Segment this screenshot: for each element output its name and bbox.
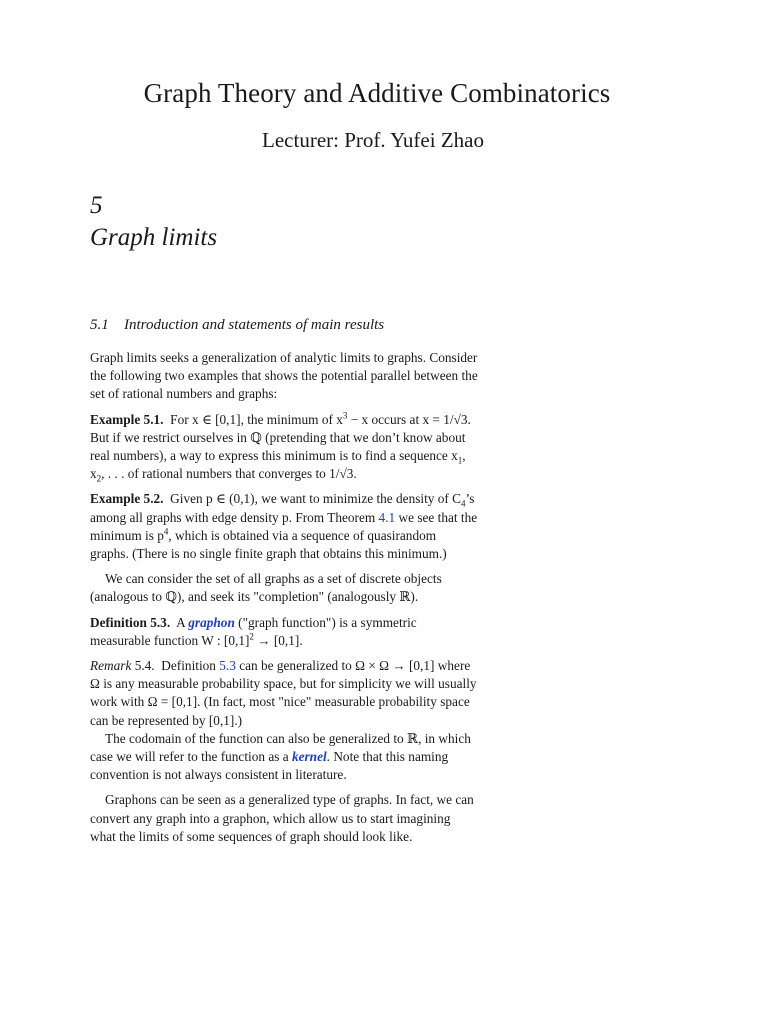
- lecturer-line: Lecturer: Prof. Yufei Zhao: [262, 128, 484, 152]
- remark-label: Remark: [90, 658, 132, 674]
- superscript: 3: [342, 410, 348, 421]
- section-title: Introduction and statements of main results: [124, 317, 385, 333]
- subscript: 4: [461, 499, 466, 510]
- example-5-1: [90, 411, 478, 484]
- definition-text: → [0,1].: [253, 632, 303, 648]
- example-text: we see that the minimum is p: [90, 509, 478, 543]
- example-5-2: [90, 490, 478, 563]
- codomain-text: The codomain of the function can also be generalized to ℝ, in which case we will refer to the function as a: [90, 730, 471, 765]
- example-label: Example 5.2.: [90, 491, 164, 507]
- discrete-paragraph: We can consider the set of all graphs as a set of discrete objects (analogous to ℚ), and seek its "completion" (analogously ℝ).: [90, 571, 442, 605]
- section-heading: [90, 317, 384, 334]
- document-title: Graph Theory and Additive Combinatorics: [143, 78, 611, 108]
- intro-paragraph: Graph limits seeks a generalization of analytic limits to graphs. Consider the following two examples that shows the potential parallel between the set of rational numbers and graphs:: [90, 350, 478, 402]
- subscript: 1: [457, 455, 463, 466]
- remark-5-4: [90, 657, 478, 730]
- kernel-term: kernel: [291, 749, 327, 765]
- example-text: , which is obtained via a sequence of quasirandom graphs. (There is no single finite graph that obtains this minimum.): [90, 527, 447, 562]
- example-text: ’s among all graphs with edge density p. From Theorem: [90, 491, 475, 525]
- definition-text: A: [176, 614, 189, 630]
- example-text: , x: [90, 448, 466, 482]
- example-text: − x occurs at x = 1/√3. But if we restrict ourselves in ℚ (pretending that we don’t know about real numbers), a way to express this minimum is to find a sequence x: [90, 411, 471, 464]
- section-number: 5.1: [90, 317, 109, 333]
- chapter-title: Graph limits: [90, 224, 218, 251]
- superscript: 4: [163, 526, 169, 537]
- definition-label: Definition 5.3.: [90, 614, 171, 630]
- definition-reference-link[interactable]: 5.3: [219, 658, 236, 674]
- example-text: For x ∈ [0,1], the minimum of x: [170, 411, 343, 427]
- superscript: 2: [249, 631, 254, 642]
- graphons-paragraph: Graphons can be seen as a generalized type of graphs. In fact, we can convert any graph into a graphon, which allow us to start imagining what the limits of some sequences of graph should look like.: [90, 792, 474, 844]
- example-text: , . . . of rational numbers that converges to 1/√3.: [101, 466, 357, 482]
- example-text: Given p ∈ (0,1), we want to minimize the density of C: [170, 491, 462, 507]
- remark-text: can be generalized to Ω × Ω → [0,1] where Ω is any measurable probability space, but for simplicity we will usually work with Ω = [0,1]. (In fact, most "nice" measurable probability space can be represented by [0,1].): [90, 658, 477, 728]
- subscript: 2: [96, 473, 102, 484]
- remark-number: 5.4.: [134, 658, 155, 674]
- codomain-text: . Note that this naming convention is not always consistent in literature.: [90, 749, 449, 783]
- remark-text: Definition: [161, 658, 220, 674]
- codomain-paragraph: [90, 730, 478, 785]
- theorem-reference-link[interactable]: 4.1: [378, 509, 396, 525]
- example-label: Example 5.1.: [90, 411, 164, 427]
- section-body: [90, 349, 478, 853]
- graphon-term: graphon: [188, 614, 235, 630]
- definition-text: ("graph function") is a symmetric measurable function W : [0,1]: [90, 614, 417, 648]
- definition-5-3: [90, 614, 478, 650]
- chapter-number: 5: [90, 192, 103, 219]
